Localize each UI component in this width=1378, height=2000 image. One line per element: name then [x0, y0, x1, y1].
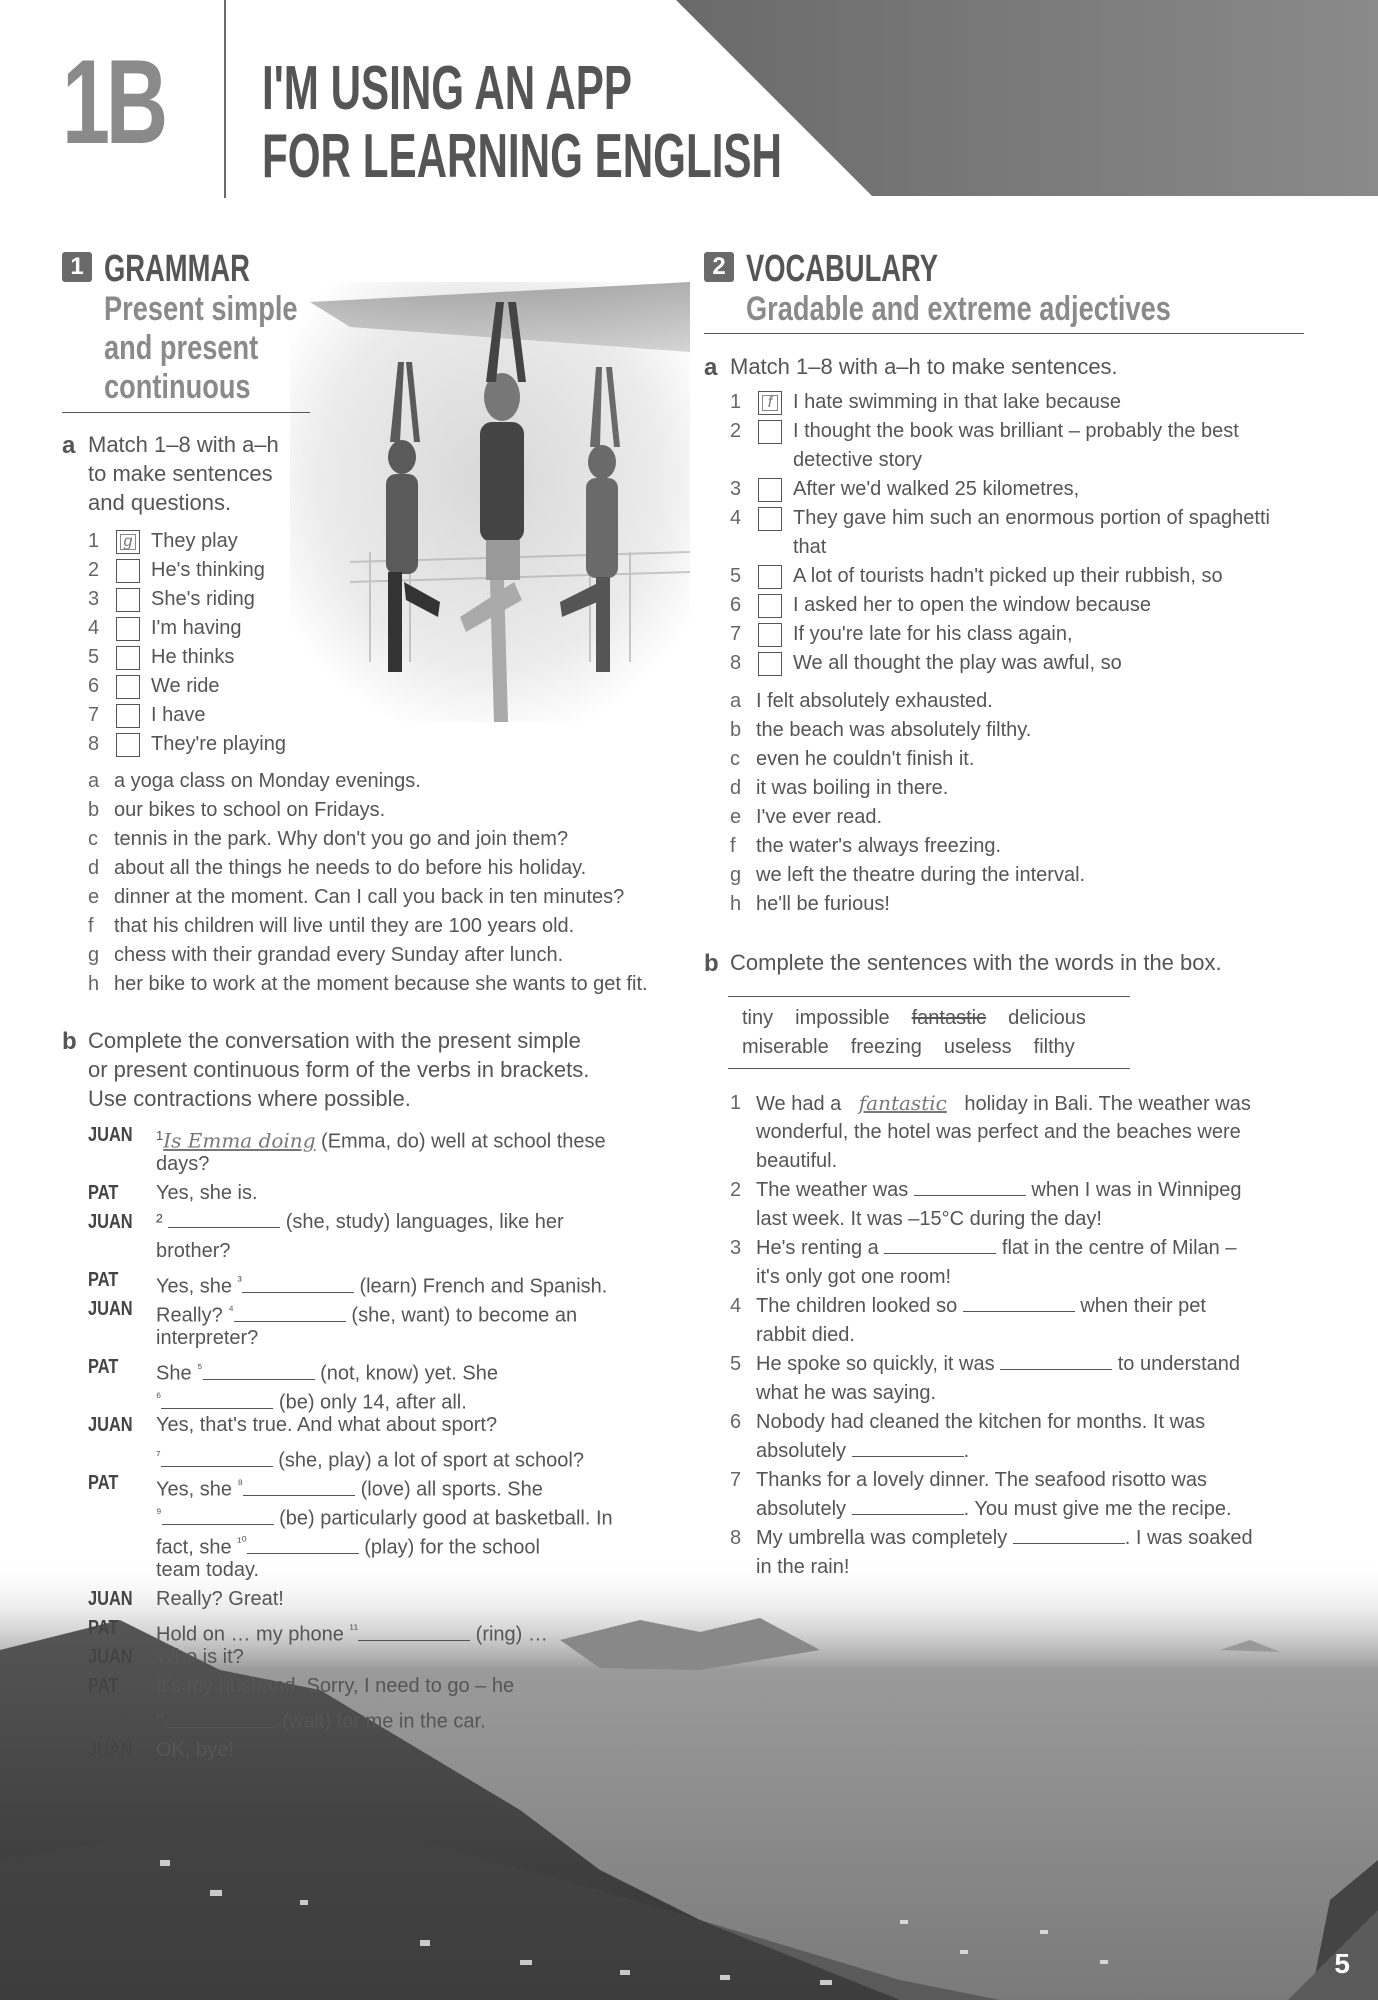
section-rule	[704, 333, 1304, 334]
page-number: 5	[1334, 1948, 1350, 1979]
answer-blank[interactable]	[963, 1293, 1075, 1312]
dialogue-line: $^{^{12}}$ (wait) for me in the car.	[156, 1708, 486, 1733]
dialogue-line: Yes, that's true. And what about sport?	[156, 1414, 498, 1436]
unit-title-line-1: I'M USING AN APP	[262, 54, 632, 123]
answer-box[interactable]: g	[116, 530, 140, 554]
dialogue-line: ² (she, study) languages, like her	[156, 1211, 564, 1233]
dialogue-line: Hold on … my phone $^{^{11}}$ (ring) …	[156, 1621, 548, 1646]
dialogue-line: $^{^6}$ (be) only 14, after all.	[156, 1389, 467, 1414]
item-text: detective story	[793, 449, 922, 471]
sentence-number: 7	[730, 1469, 742, 1491]
answer-blank[interactable]	[914, 1177, 1026, 1196]
sentence-line: The children looked so when their pet	[756, 1295, 1206, 1317]
dialogue-line: fact, she $^{^{10}}$ (play) for the school	[156, 1534, 540, 1559]
dialogue-line: $^{^9}$ (be) particularly good at basketball. In	[156, 1505, 613, 1530]
dialogue-line: Really? $^{^4}$ (she, want) to become an	[156, 1302, 578, 1327]
section-title: VOCABULARY	[746, 248, 939, 290]
speaker-name: PAT	[88, 1269, 119, 1291]
word-box-bottom-rule	[728, 1068, 1130, 1069]
dialogue-line: brother?	[156, 1240, 231, 1262]
item-text: I thought the book was brilliant – probably the best	[793, 420, 1239, 442]
ending-text: even he couldn't finish it.	[756, 748, 975, 770]
item-number: 5	[88, 646, 100, 668]
ending-text: we left the theatre during the interval.	[756, 864, 1086, 886]
word-box-word: filthy	[1033, 1036, 1075, 1058]
ending-letter: a	[88, 770, 100, 792]
item-text: I hate swimming in that lake because	[793, 391, 1121, 413]
word-box-word: tiny	[742, 1007, 774, 1029]
word-box-row	[742, 1033, 1097, 1062]
example-answer: Is Emma doing	[163, 1128, 316, 1153]
word-box-top-rule	[728, 996, 1130, 997]
ending-text: the beach was absolutely filthy.	[756, 719, 1032, 741]
ending-letter: a	[730, 690, 742, 712]
speaker-name: JUAN	[88, 1646, 133, 1668]
ending-text: it was boiling in there.	[756, 777, 949, 799]
word-box-word: miserable	[742, 1036, 829, 1058]
dialogue-line: days?	[156, 1153, 210, 1175]
answer-blank[interactable]	[243, 1477, 355, 1496]
item-number: 2	[730, 420, 742, 442]
sentence-line: Thanks for a lovely dinner. The seafood risotto was	[756, 1469, 1207, 1491]
dialogue-line: She $^{^5}$ (not, know) yet. She	[156, 1360, 498, 1385]
sentence-line: We had a fantastic holiday in Bali. The weather was	[756, 1089, 1251, 1119]
sentence-line: absolutely . You must give me the recipe.	[756, 1498, 1232, 1520]
word-box-word: useless	[943, 1036, 1012, 1058]
speaker-name: JUAN	[88, 1124, 133, 1146]
word-box-word: impossible	[795, 1007, 890, 1029]
ending-text: dinner at the moment. Can I call you back in ten minutes?	[114, 886, 625, 908]
answer-blank[interactable]	[165, 1709, 277, 1728]
section-number-badge: 1	[62, 252, 92, 282]
ending-letter: b	[730, 719, 742, 741]
sentence-line: in the rain!	[756, 1556, 850, 1578]
task-letter: a	[704, 354, 718, 381]
answer-blank[interactable]	[161, 1390, 273, 1409]
yoga-class-photo	[290, 282, 690, 722]
sentence-line: Nobody had cleaned the kitchen for months. It was	[756, 1411, 1206, 1433]
dialogue-line: $^{^7}$ (she, play) a lot of sport at school?	[156, 1447, 584, 1472]
item-text: I have	[151, 704, 206, 726]
sentence-number: 8	[730, 1527, 742, 1549]
ending-text: about all the things he needs to do before his holiday.	[114, 857, 587, 879]
section-subtitle: Gradable and extreme adjectives	[746, 290, 1171, 328]
ending-letter: g	[88, 944, 100, 966]
speaker-name: JUAN	[88, 1588, 133, 1610]
item-text: I asked her to open the window because	[793, 594, 1152, 616]
answer-box[interactable]	[116, 559, 140, 583]
ending-text: he'll be furious!	[756, 893, 890, 915]
sentence-line: He spoke so quickly, it was to understand	[756, 1353, 1241, 1375]
task-instruction-line-1: Complete the conversation with the present simple	[88, 1028, 581, 1053]
task-instruction-line-2: or present continuous form of the verbs in brackets.	[88, 1057, 590, 1082]
sentence-number: 2	[730, 1179, 742, 1201]
task-instruction-line-1: Match 1–8 with a–h	[88, 432, 279, 457]
ending-letter: b	[88, 799, 100, 821]
answer-box[interactable]	[116, 733, 140, 757]
word-box-word: fantastic	[911, 1007, 987, 1029]
item-text: A lot of tourists hadn't picked up their rubbish, so	[793, 565, 1223, 587]
task-letter: b	[62, 1028, 77, 1055]
answer-blank[interactable]	[161, 1448, 273, 1467]
ending-letter: c	[730, 748, 740, 770]
speaker-name: JUAN	[88, 1211, 133, 1233]
ending-letter: e	[730, 806, 742, 828]
unit-code: 1B	[62, 35, 164, 169]
answer-box[interactable]	[758, 478, 782, 502]
answer-blank[interactable]	[358, 1622, 470, 1641]
answer-blank[interactable]	[884, 1235, 996, 1254]
item-number: 3	[88, 588, 100, 610]
ending-letter: f	[88, 915, 94, 937]
sentence-line: He's renting a flat in the centre of Milan –	[756, 1237, 1237, 1259]
ending-letter: f	[730, 835, 736, 857]
sentence-number: 4	[730, 1295, 742, 1317]
sentence-number: 5	[730, 1353, 742, 1375]
answer-box[interactable]	[758, 565, 782, 589]
ending-text: our bikes to school on Fridays.	[114, 799, 386, 821]
answer-box[interactable]	[116, 704, 140, 728]
answer-box[interactable]	[116, 675, 140, 699]
ending-text: chess with their grandad every Sunday after lunch.	[114, 944, 564, 966]
sentence-line: rabbit died.	[756, 1324, 855, 1346]
item-number: 8	[730, 652, 742, 674]
dialogue-line: Yes, she is.	[156, 1182, 258, 1204]
ending-text: I've ever read.	[756, 806, 883, 828]
speaker-name: JUAN	[88, 1739, 133, 1761]
speaker-name: PAT	[88, 1675, 119, 1697]
dialogue-line: Yes, she $^{^8}$ (love) all sports. She	[156, 1476, 543, 1501]
item-number: 7	[730, 623, 742, 645]
answer-blank[interactable]	[852, 1438, 964, 1457]
answer-blank[interactable]	[1000, 1351, 1112, 1370]
answer-blank[interactable]	[1013, 1525, 1125, 1544]
answer-blank[interactable]	[852, 1496, 964, 1515]
ending-text: that his children will live until they are 100 years old.	[114, 915, 575, 937]
item-text: We all thought the play was awful, so	[793, 652, 1122, 674]
ending-letter: d	[88, 857, 100, 879]
item-text: He's thinking	[151, 559, 265, 581]
item-text: that	[793, 536, 827, 558]
answer-blank[interactable]	[168, 1209, 280, 1228]
sentence-line: beautiful.	[756, 1150, 838, 1172]
page-corner-tab	[1288, 1910, 1378, 2000]
item-number: 4	[730, 507, 742, 529]
answer-box[interactable]	[116, 646, 140, 670]
ending-text: I felt absolutely exhausted.	[756, 690, 993, 712]
section-subtitle-line-3: continuous	[104, 368, 251, 406]
answer-box[interactable]	[116, 617, 140, 641]
item-number: 6	[88, 675, 100, 697]
dialogue-line: interpreter?	[156, 1327, 259, 1349]
item-number: 4	[88, 617, 100, 639]
speaker-name: JUAN	[88, 1414, 133, 1436]
speaker-name: PAT	[88, 1356, 119, 1378]
task-instruction-line-2: to make sentences	[88, 461, 273, 486]
task-instruction-line-3: and questions.	[88, 490, 232, 515]
answer-box[interactable]	[758, 420, 782, 444]
speaker-name: JUAN	[88, 1298, 133, 1320]
answer-blank[interactable]	[203, 1361, 315, 1380]
answer-box[interactable]	[758, 652, 782, 676]
section-subtitle-line-1: Present simple	[104, 290, 298, 328]
item-number: 1	[730, 391, 742, 413]
item-text: I'm having	[151, 617, 242, 639]
task-instruction: Match 1–8 with a–h to make sentences.	[730, 354, 1118, 379]
item-number: 3	[730, 478, 742, 500]
dialogue-line: It's my husband. Sorry, I need to go – he	[156, 1675, 515, 1697]
sentence-line: last week. It was –15°C during the day!	[756, 1208, 1102, 1230]
dialogue-line: Who is it?	[156, 1646, 244, 1668]
dialogue-line: $^1$Is Emma doing (Emma, do) well at school these	[156, 1128, 606, 1153]
item-text: We ride	[151, 675, 220, 697]
item-number: 7	[88, 704, 100, 726]
item-text: He thinks	[151, 646, 235, 668]
ending-text: tennis in the park. Why don't you go and join them?	[114, 828, 569, 850]
speaker-name: PAT	[88, 1617, 119, 1639]
ending-text: the water's always freezing.	[756, 835, 1002, 857]
item-number: 6	[730, 594, 742, 616]
answer-box[interactable]: f	[758, 391, 782, 415]
sentence-line: it's only got one room!	[756, 1266, 952, 1288]
section-title: GRAMMAR	[104, 248, 250, 290]
ending-letter: g	[730, 864, 742, 886]
answer-blank[interactable]	[162, 1506, 274, 1525]
task-instruction-line-3: Use contractions where possible.	[88, 1086, 411, 1111]
sentence-line: The weather was when I was in Winnipeg	[756, 1179, 1242, 1201]
answer-box[interactable]	[116, 588, 140, 612]
item-text: They gave him such an enormous portion of spaghetti	[793, 507, 1270, 529]
section-subtitle-line-2: and present	[104, 329, 259, 367]
header-divider	[224, 0, 226, 198]
task-letter: b	[704, 950, 719, 977]
ending-text: her bike to work at the moment because she wants to get fit.	[114, 973, 648, 995]
answer-blank[interactable]	[242, 1274, 354, 1293]
sentence-number: 1	[730, 1092, 742, 1114]
sentence-line: what he was saying.	[756, 1382, 937, 1404]
word-box-row	[742, 1004, 1108, 1033]
answer-box[interactable]	[758, 594, 782, 618]
answer-box[interactable]	[758, 507, 782, 531]
speaker-name: PAT	[88, 1472, 119, 1494]
section-number-badge: 2	[704, 252, 734, 282]
item-text: If you're late for his class again,	[793, 623, 1073, 645]
ending-letter: h	[730, 893, 742, 915]
task-instruction: Complete the sentences with the words in the box.	[730, 950, 1222, 975]
section-rule	[62, 412, 310, 413]
task-letter: a	[62, 432, 76, 459]
item-text: They play	[151, 530, 238, 552]
item-text: She's riding	[151, 588, 255, 610]
item-text: They're playing	[151, 733, 286, 755]
word-box-word: freezing	[850, 1036, 922, 1058]
ending-text: a yoga class on Monday evenings.	[114, 770, 421, 792]
unit-title-line-2: FOR LEARNING ENGLISH	[262, 122, 782, 191]
dialogue-line: Really? Great!	[156, 1588, 284, 1610]
item-text: After we'd walked 25 kilometres,	[793, 478, 1080, 500]
item-number: 5	[730, 565, 742, 587]
speaker-name: PAT	[88, 1182, 119, 1204]
ending-letter: c	[88, 828, 98, 850]
item-number: 8	[88, 733, 100, 755]
item-number: 1	[88, 530, 100, 552]
dialogue-line: team today.	[156, 1559, 260, 1581]
example-answer: fantastic	[858, 1091, 947, 1115]
answer-blank[interactable]	[234, 1303, 346, 1322]
word-box-word: delicious	[1008, 1007, 1086, 1029]
sentence-line: My umbrella was completely . I was soaked	[756, 1527, 1253, 1549]
sentence-number: 6	[730, 1411, 742, 1433]
dialogue-line: OK, bye!	[156, 1739, 234, 1761]
answer-box[interactable]	[758, 623, 782, 647]
answer-blank[interactable]	[247, 1535, 359, 1554]
sentence-line: wonderful, the hotel was perfect and the beaches were	[756, 1121, 1241, 1143]
item-number: 2	[88, 559, 100, 581]
ending-letter: e	[88, 886, 100, 908]
ending-letter: h	[88, 973, 100, 995]
ending-letter: d	[730, 777, 742, 799]
sentence-number: 3	[730, 1237, 742, 1259]
sentence-line: absolutely .	[756, 1440, 970, 1462]
dialogue-line: Yes, she $^{^3}$ (learn) French and Spanish.	[156, 1273, 608, 1298]
